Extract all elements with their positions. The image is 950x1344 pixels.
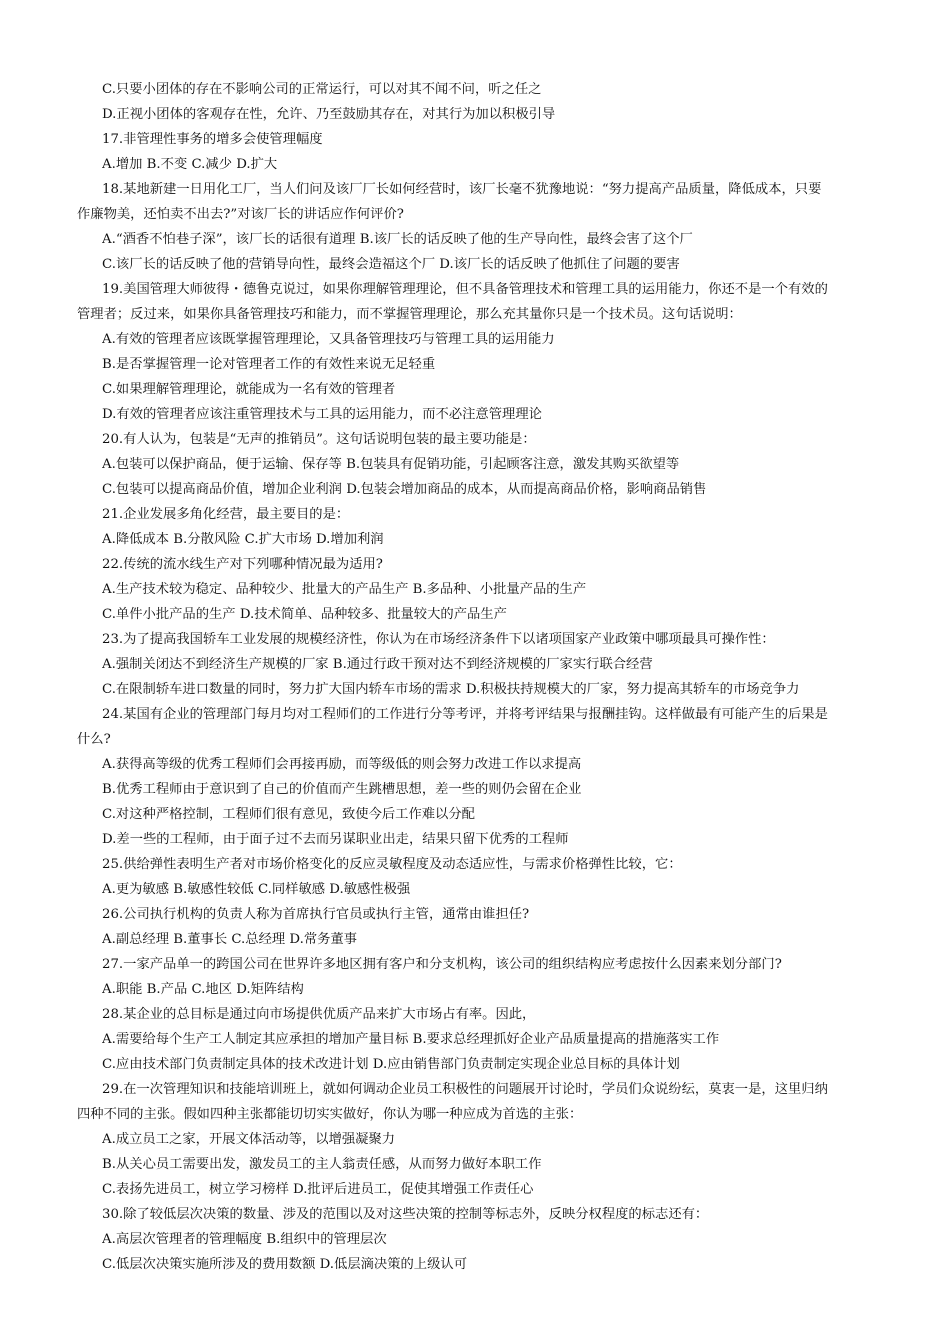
question-22: 22.传统的流水线生产对下列哪种情况最为适用? (102, 557, 383, 572)
options-23-cd: C.在限制轿车进口数量的同时，努力扩大国内轿车市场的需求 D.积极扶持规模大的厂家，努力提高其轿车的市场竞争力 (102, 682, 800, 697)
options-30-ab: A.高层次管理者的管理幅度 B.组织中的管理层次 (102, 1232, 387, 1247)
option-19d: D.有效的管理者应该注重管理技术与工具的运用能力，而不必注意管理理论 (102, 407, 542, 422)
question-17: 17.非管理性事务的增多会使管理幅度 (102, 132, 323, 147)
options-26: A.副总经理 B.董事长 C.总经理 D.常务董事 (102, 932, 358, 947)
question-24: 24.某国有企业的管理部门每月均对工程师们的工作进行分等考评，并将考评结果与报酬挂钩。这样做最有可能产生的后果是 (102, 707, 828, 722)
option-16c: C.只要小团体的存在不影响公司的正常运行，可以对其不闻不问，听之任之 (102, 82, 542, 97)
question-19-cont: 管理者；反过来，如果你具备管理技巧和能力，而不掌握管理理论，那么充其量你只是一个技术员。这句话说明： (77, 307, 742, 322)
question-29: 29.在一次管理知识和技能培训班上，就如何调动企业员工积极性的问题展开讨论时，学员们众说纷纭，莫衷一是，这里归纳 (102, 1082, 828, 1097)
question-23: 23.为了提高我国轿车工业发展的规模经济性，你认为在市场经济条件下以诸项国家产业政策中哪项最具可操作性： (102, 632, 775, 647)
question-24-cont: 什么? (77, 732, 111, 747)
options-30-cd: C.低层次决策实施所涉及的费用数额 D.低层滴决策的上级认可 (102, 1257, 467, 1272)
options-22-cd: C.单件小批产品的生产 D.技术简单、品种较多、批量较大的产品生产 (102, 607, 507, 622)
question-26: 26.公司执行机构的负责人称为首席执行官员或执行主管，通常由谁担任? (102, 907, 530, 922)
question-21: 21.企业发展多角化经营，最主要目的是： (102, 507, 350, 522)
question-18-cont: 作廉物美，还怕卖不出去?”对该厂长的讲话应作何评价? (77, 207, 404, 222)
option-19c: C.如果理解管理理论，就能成为一名有效的管理者 (102, 382, 396, 397)
option-24d: D.差一些的工程师，由于面子过不去而另谋职业出走，结果只留下优秀的工程师 (102, 832, 569, 847)
question-20: 20.有人认为，包装是“无声的推销员”。这句话说明包装的最主要功能是： (102, 432, 536, 447)
options-25: A.更为敏感 B.敏感性较低 C.同样敏感 D.敏感性极强 (102, 882, 411, 897)
options-28-cd: C.应由技术部门负责制定具体的技术改进计划 D.应由销售部门负责制定实现企业总目标的具体计划 (102, 1057, 680, 1072)
option-19b: B.是否掌握管理一论对管理者工作的有效性来说无足轻重 (102, 357, 436, 372)
options-28-ab: A.需要给每个生产工人制定其应承担的增加产量目标 B.要求总经理抓好企业产品质量提高的措施落实工作 (102, 1032, 720, 1047)
question-30: 30.除了较低层次决策的数量、涉及的范围以及对这些决策的控制等标志外，反映分权程度的标志还有： (102, 1207, 709, 1222)
question-19: 19.美国管理大师彼得・德鲁克说过，如果你理解管理理论，但不具备管理技术和管理工具的运用能力，你还不是一个有效的 (102, 282, 828, 297)
options-17: A.增加 B.不变 C.减少 D.扩大 (102, 157, 278, 172)
options-27: A.职能 B.产品 C.地区 D.矩阵结构 (102, 982, 304, 997)
options-29-cd: C.表扬先进员工，树立学习榜样 D.批评后进员工，促使其增强工作责任心 (102, 1182, 534, 1197)
option-19a: A.有效的管理者应该既掌握管理理论，又具备管理技巧与管理工具的运用能力 (102, 332, 555, 347)
option-24b: B.优秀工程师由于意识到了自己的价值而产生跳槽思想，差一些的则仍会留在企业 (102, 782, 582, 797)
options-23-ab: A.强制关闭达不到经济生产规模的厂家 B.通过行政干预对达不到经济规模的厂家实行联合经营 (102, 657, 653, 672)
option-24c: C.对这种严格控制，工程师们很有意见，致使今后工作难以分配 (102, 807, 475, 822)
option-16d: D.正视小团体的客观存在性，允许、乃至鼓励其存在，对其行为加以积极引导 (102, 107, 556, 122)
options-22-ab: A.生产技术较为稳定、品种较少、批量大的产品生产 B.多品种、小批量产品的生产 (102, 582, 587, 597)
option-29b: B.从关心员工需要出发，激发员工的主人翁责任感，从而努力做好本职工作 (102, 1157, 542, 1172)
options-21: A.降低成本 B.分散风险 C.扩大市场 D.增加利润 (102, 532, 384, 547)
option-24a: A.获得高等级的优秀工程师们会再接再励，而等级低的则会努力改进工作以求提高 (102, 757, 582, 772)
options-18-cd: C.该厂长的话反映了他的营销导向性，最终会造福这个厂 D.该厂长的话反映了他抓住了问题的要害 (102, 257, 680, 272)
option-29a: A.成立员工之家，开展文体活动等，以增强凝聚力 (102, 1132, 396, 1147)
question-18: 18.某地新建一日用化工厂，当人们问及该厂厂长如何经营时，该厂长毫不犹豫地说：“努力提高产品质量，降低成本，只要 (102, 182, 822, 197)
options-18-ab: A.“酒香不怕巷子深”，该厂长的话很有道理 B.该厂长的话反映了他的生产导向性，最终会害了这个厂 (102, 232, 693, 247)
options-20-ab: A.包装可以保护商品，便于运输、保存等 B.包装具有促销功能，引起顾客注意，激发其购买欲望等 (102, 457, 680, 472)
options-20-cd: C.包装可以提高商品价值，增加企业利润 D.包装会增加商品的成本，从而提高商品价格，影响商品销售 (102, 482, 707, 497)
question-29-cont: 四种不同的主张。假如四种主张都能切切实实做好，你认为哪一种应成为首选的主张： (77, 1107, 583, 1122)
question-25: 25.供给弹性表明生产者对市场价格变化的反应灵敏程度及动态适应性，与需求价格弹性比较，它： (102, 857, 682, 872)
question-28: 28.某企业的总目标是通过向市场提供优质产品来扩大市场占有率。因此， (102, 1007, 536, 1022)
question-27: 27.一家产品单一的跨国公司在世界许多地区拥有客户和分支机构，该公司的组织结构应考虑按什么因素来划分部门? (102, 957, 782, 972)
